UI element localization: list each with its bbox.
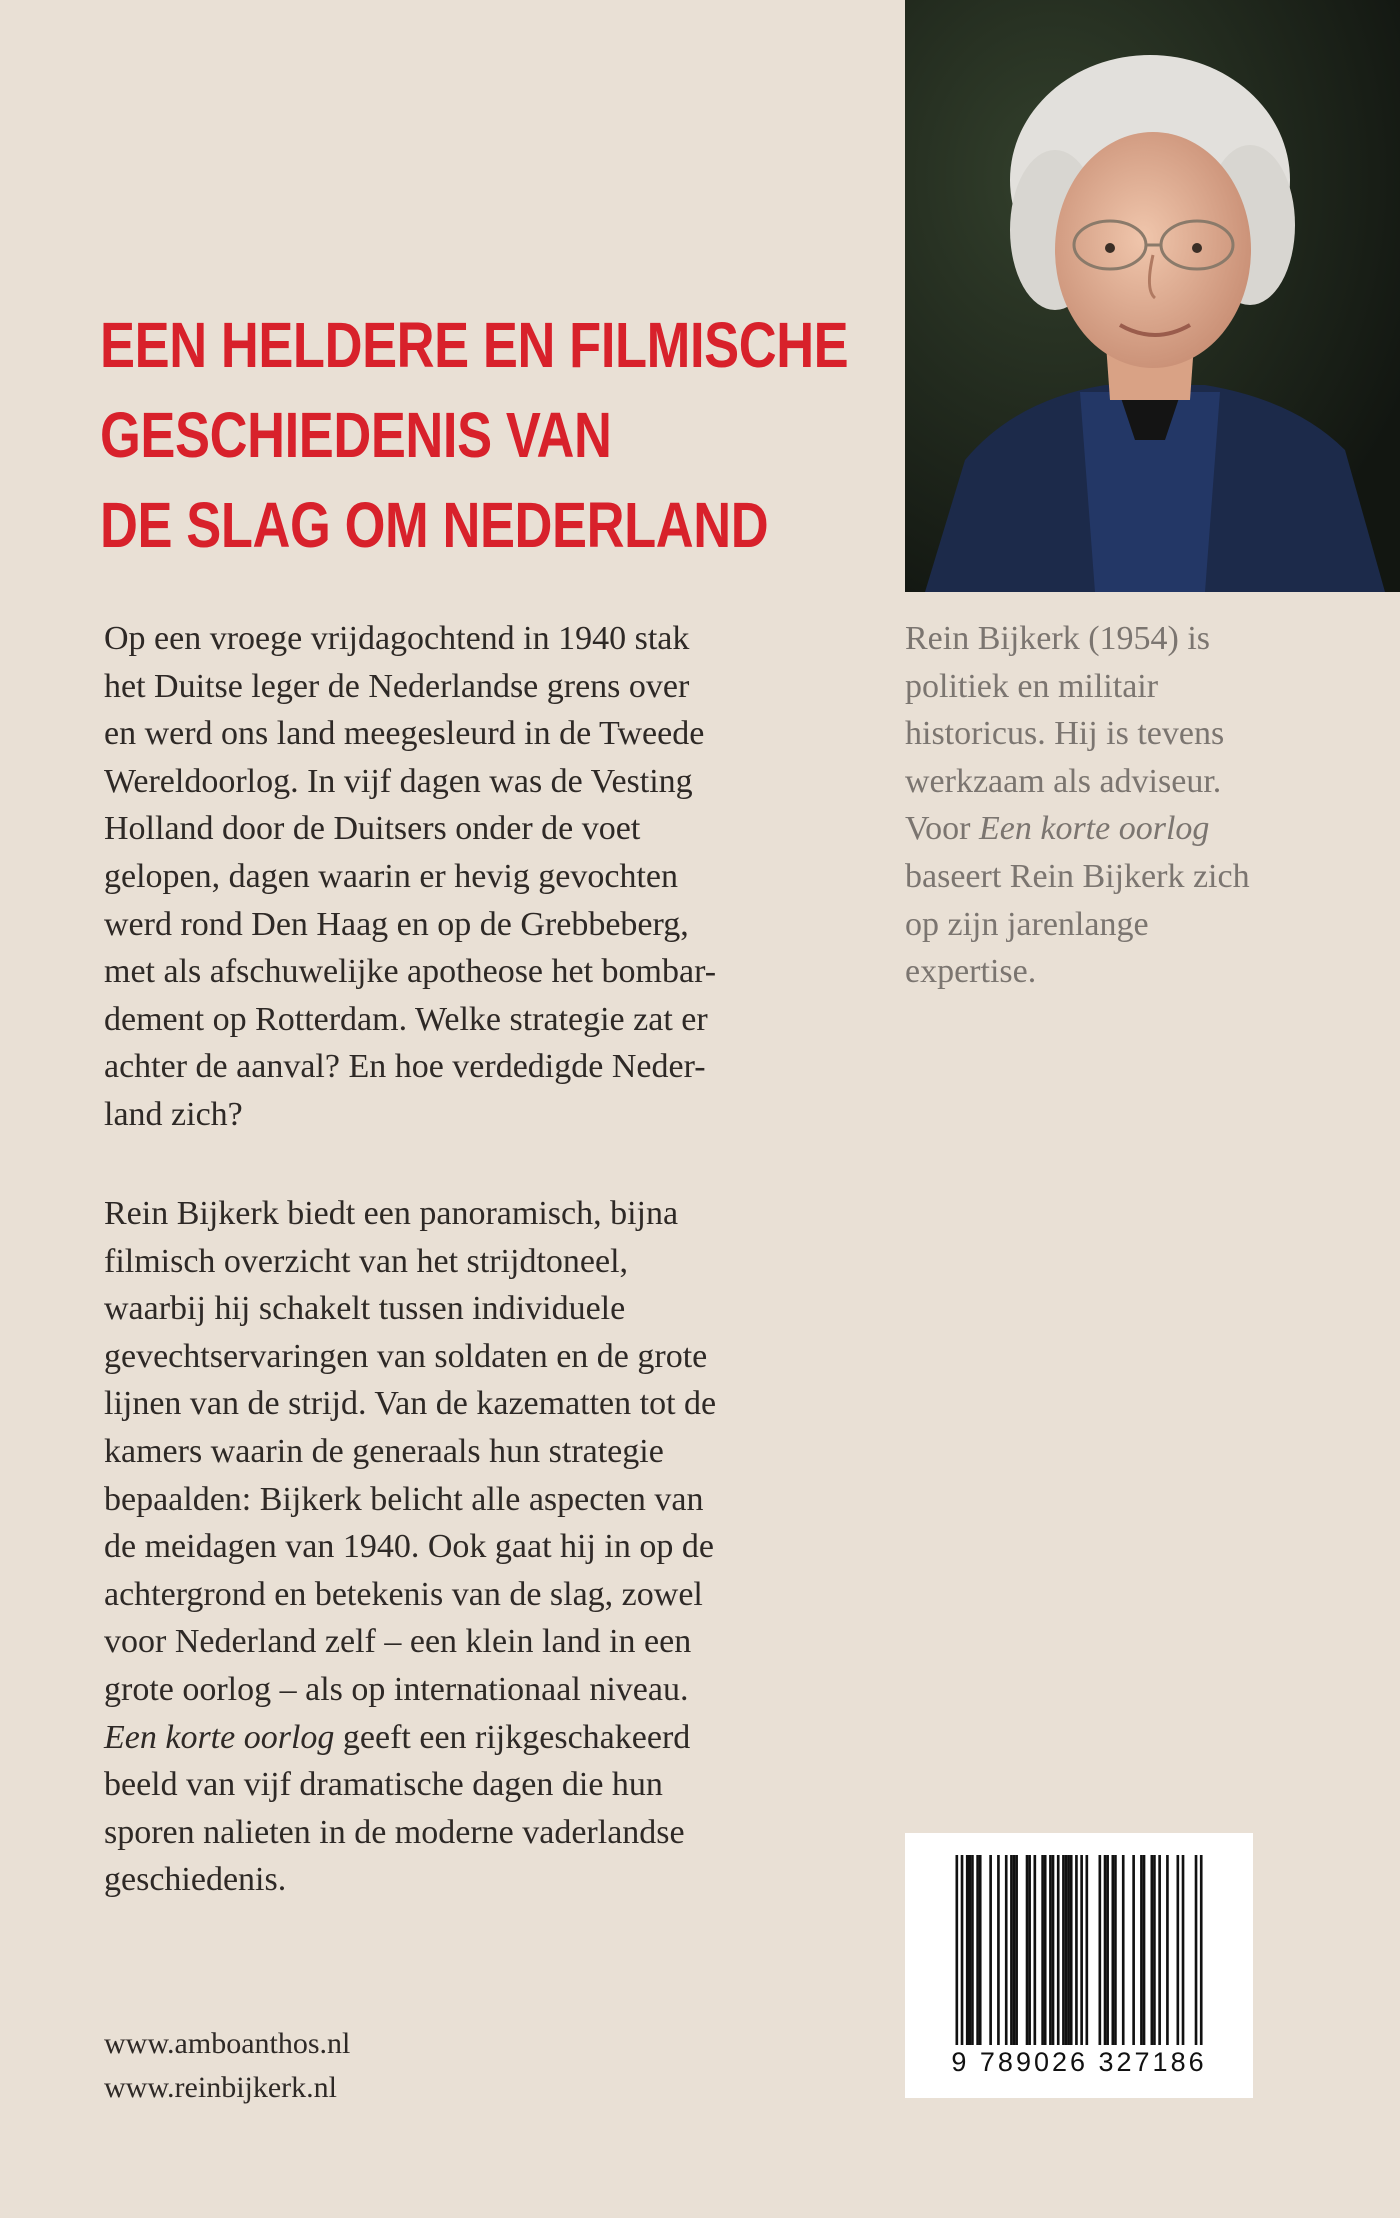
text-line: filmisch overzicht van het strijdtoneel, bbox=[104, 1242, 629, 1280]
barcode-bar bbox=[1132, 1855, 1135, 2045]
author-bio bbox=[905, 615, 1345, 996]
text-line: gevechtservaringen van soldaten en de grote bbox=[104, 1337, 708, 1375]
text-line: bepaalden: Bijkerk belicht alle aspecten van bbox=[104, 1480, 704, 1518]
blurb-paragraph-2 bbox=[104, 1190, 839, 1904]
barcode-bar bbox=[1122, 1855, 1125, 2045]
barcode-bar bbox=[1041, 1855, 1044, 2045]
text-line: politiek en militair bbox=[905, 667, 1159, 705]
barcode-bar bbox=[1182, 1855, 1185, 2045]
text-line: dement op Rotterdam. Welke strategie zat er bbox=[104, 1000, 708, 1038]
barcode-bar bbox=[969, 1855, 972, 2045]
author-website-link[interactable]: www.reinbijkerk.nl bbox=[104, 2071, 337, 2104]
text-line: expertise. bbox=[905, 953, 1037, 991]
barcode-bar bbox=[1015, 1855, 1018, 2045]
barcode-bar bbox=[1114, 1855, 1117, 2045]
headline-line: DE SLAG OM NEDERLAND bbox=[100, 489, 769, 561]
barcode-bar bbox=[1106, 1855, 1109, 2045]
barcode-bar bbox=[1034, 1855, 1037, 2045]
headline-line: GESCHIEDENIS VAN bbox=[100, 399, 612, 471]
book-title: Een korte oorlog bbox=[979, 810, 1210, 848]
text-line: en werd ons land meegesleurd in de Tweede bbox=[104, 715, 705, 753]
barcode-bar bbox=[971, 1855, 974, 2045]
barcode-bar bbox=[1104, 1855, 1107, 2045]
text-line: gelopen, dagen waarin er hevig gevochten bbox=[104, 857, 678, 895]
publisher-website-link[interactable]: www.amboanthos.nl bbox=[104, 2027, 351, 2060]
text-line: Rein Bijkerk (1954) is bbox=[905, 620, 1211, 657]
barcode-bar bbox=[1013, 1855, 1016, 2045]
barcode-bar bbox=[1044, 1855, 1047, 2045]
barcode-bar bbox=[1153, 1855, 1156, 2045]
website-links bbox=[104, 2022, 350, 2110]
book-title: Een korte oorlog bbox=[104, 1718, 335, 1756]
text-line: lijnen van de strijd. Van de kazematten tot de bbox=[104, 1385, 717, 1423]
barcode-bar bbox=[966, 1855, 969, 2045]
text-line bbox=[905, 805, 1345, 853]
barcode-bar bbox=[1140, 1855, 1143, 2045]
barcode-bar bbox=[1005, 1855, 1008, 2045]
barcode-bar bbox=[1057, 1855, 1060, 2045]
barcode-bar bbox=[961, 1855, 964, 2045]
barcode-bar bbox=[1080, 1855, 1083, 2045]
text-line: waarbij hij schakelt tussen individuele bbox=[104, 1290, 626, 1328]
barcode-bar bbox=[1049, 1855, 1052, 2045]
barcode-bar bbox=[979, 1855, 982, 2045]
barcode-bar bbox=[1112, 1855, 1115, 2045]
barcode-digits: 9 789026 327186 bbox=[951, 2047, 1207, 2077]
text-line: Rein Bijkerk biedt een panoramisch, bijna bbox=[104, 1195, 679, 1232]
text-line: achtergrond en betekenis van de slag, zowel bbox=[104, 1575, 703, 1613]
text-line: met als afschuwelijke apotheose het bombar- bbox=[104, 953, 717, 991]
text-line: werd rond Den Haag en op de Grebbeberg, bbox=[104, 905, 689, 943]
barcode-bar bbox=[1177, 1855, 1180, 2045]
text-fragment: geeft een rijkgeschakeerd bbox=[334, 1718, 691, 1756]
text-line: Wereldoorlog. In vijf dagen was de Vesting bbox=[104, 762, 693, 800]
text-line: Holland door de Duitsers onder de voet bbox=[104, 810, 641, 848]
headline-line: EEN HELDERE EN FILMISCHE bbox=[100, 309, 849, 381]
barcode-bar bbox=[1158, 1855, 1161, 2045]
text-line: beeld van vijf dramatische dagen die hun bbox=[104, 1766, 663, 1804]
text-line: land zich? bbox=[104, 1095, 243, 1133]
text-line: sporen nalieten in de moderne vaderlandse bbox=[104, 1813, 685, 1851]
barcode-bar bbox=[1166, 1855, 1169, 2045]
barcode-bar bbox=[1065, 1855, 1068, 2045]
barcode-bar bbox=[1099, 1855, 1102, 2045]
text-line: op zijn jarenlange bbox=[905, 905, 1149, 943]
text-line: voor Nederland zelf – een klein land in een bbox=[104, 1623, 692, 1661]
barcode-bar bbox=[1062, 1855, 1065, 2045]
author-photo bbox=[905, 0, 1400, 592]
headline bbox=[100, 300, 849, 570]
barcode-bar bbox=[997, 1855, 1000, 2045]
text-line: achter de aanval? En hoe verdedigde Neder- bbox=[104, 1048, 706, 1086]
barcode-bar bbox=[1195, 1855, 1198, 2045]
barcode-bar bbox=[1151, 1855, 1154, 2045]
text-line: Op een vroege vrijdagochtend in 1940 stak bbox=[104, 620, 690, 657]
barcode-bar bbox=[1086, 1855, 1089, 2045]
barcode-bar bbox=[1143, 1855, 1146, 2045]
text-line: geschiedenis. bbox=[104, 1861, 287, 1899]
text-line: het Duitse leger de Nederlandse grens over bbox=[104, 667, 690, 705]
text-line: kamers waarin de generaals hun strategie bbox=[104, 1432, 664, 1470]
barcode-bar bbox=[1026, 1855, 1029, 2045]
barcode-bar bbox=[1052, 1855, 1055, 2045]
author-portrait-image bbox=[905, 0, 1400, 592]
text-fragment: Voor bbox=[905, 810, 979, 848]
barcode-bar bbox=[1075, 1855, 1078, 2045]
text-line bbox=[104, 1714, 839, 1762]
barcode-bar bbox=[1200, 1855, 1203, 2045]
text-line: de meidagen van 1940. Ook gaat hij in op de bbox=[104, 1528, 714, 1566]
barcode-bar bbox=[956, 1855, 959, 2045]
text-line: historicus. Hij is tevens bbox=[905, 715, 1225, 753]
text-line: werkzaam als adviseur. bbox=[905, 762, 1222, 800]
barcode-bar bbox=[1070, 1855, 1073, 2045]
text-line: baseert Rein Bijkerk zich bbox=[905, 857, 1250, 895]
barcode-bar bbox=[1010, 1855, 1013, 2045]
barcode-bar bbox=[989, 1855, 992, 2045]
barcode-bar bbox=[976, 1855, 979, 2045]
barcode bbox=[905, 1833, 1253, 2098]
barcode-bar bbox=[1028, 1855, 1031, 2045]
blurb-paragraph-1 bbox=[104, 615, 839, 1139]
text-line: grote oorlog – als op internationaal niveau. bbox=[104, 1670, 689, 1708]
barcode-bar bbox=[1067, 1855, 1070, 2045]
